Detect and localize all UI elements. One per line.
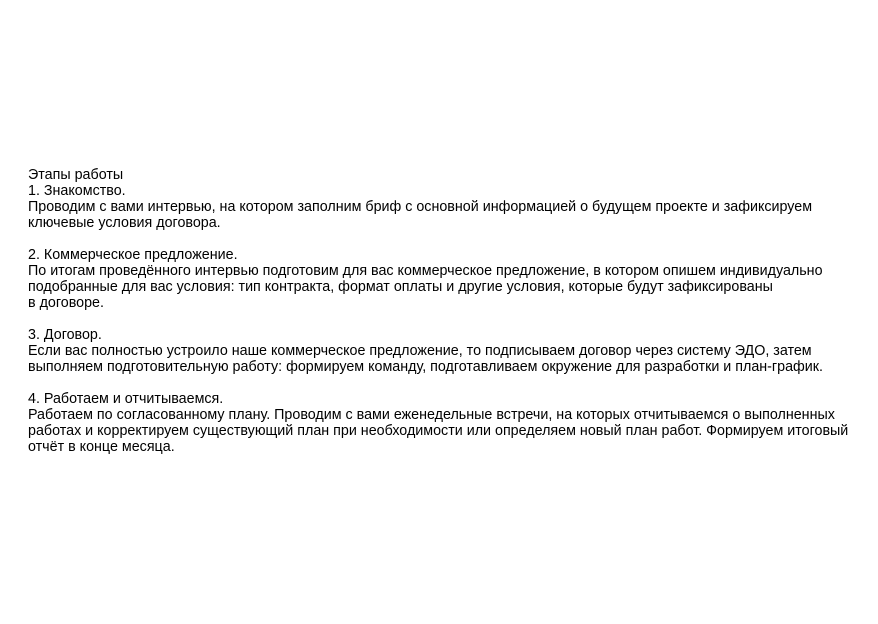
paragraph-gap — [28, 311, 858, 327]
paragraph-gap — [28, 375, 858, 391]
stage-heading: 1. Знакомство. — [28, 183, 126, 199]
stage-text-line: в договоре. — [28, 295, 104, 311]
stage-text-line: ключевые условия договора. — [28, 215, 221, 231]
stage-text-line: Проводим с вами интервью, на котором заполним бриф с основной информацией о будущем проекте и зафиксируем — [28, 199, 813, 215]
stage-text-line: отчёт в конце месяца. — [28, 439, 175, 455]
stage-heading: 3. Договор. — [28, 327, 102, 343]
work-stages-section — [28, 167, 858, 455]
stage-text-line: Работаем по согласованному плану. Проводим с вами еженедельные встречи, на которых отчитываемся о выполненных — [28, 407, 835, 423]
stage-4 — [28, 391, 858, 455]
paragraph-gap — [28, 231, 858, 247]
stage-heading: 2. Коммерческое предложение. — [28, 247, 238, 263]
stage-text-line: работах и корректируем существующий план при необходимости или определяем новый план работ. Формируем итоговый — [28, 423, 849, 439]
stage-1 — [28, 183, 858, 231]
stage-text-line: По итогам проведённого интервью подготовим для вас коммерческое предложение, в котором опишем индивидуально — [28, 263, 823, 279]
section-title: Этапы работы — [28, 167, 124, 183]
stage-3 — [28, 327, 858, 375]
stage-heading: 4. Работаем и отчитываемся. — [28, 391, 224, 407]
stage-text-line: подобранные для вас условия: тип контракта, формат оплаты и другие условия, которые будут зафиксированы — [28, 279, 773, 295]
stage-text-line: Если вас полностью устроило наше коммерческое предложение, то подписываем договор через систему ЭДО, затем — [28, 343, 812, 359]
stage-2 — [28, 247, 858, 311]
stage-text-line: выполняем подготовительную работу: формируем команду, подготавливаем окружение для разработки и план-график. — [28, 359, 824, 375]
